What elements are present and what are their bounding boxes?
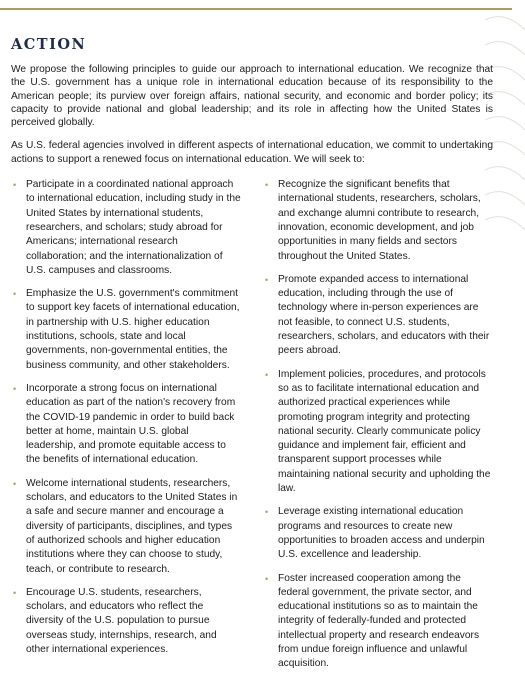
list-item: • Encourage U.S. students, researchers, scholars, and educators who reflect the diversity of the U.S. population to pursue overseas study, internships, research, and other international experiences. — [13, 586, 217, 655]
bullet-icon: • — [265, 369, 269, 380]
bullet-icon: • — [13, 478, 17, 489]
bullet-icon: • — [13, 180, 17, 191]
list-item: • Emphasize the U.S. government's commitment to support key facets of international education, in partnership with U.S. higher education institutions, schools, state and local governments, non-governmental entities, the business community, and other stakeholders. — [13, 288, 240, 371]
left-column — [11, 178, 241, 681]
list-item: • Leverage existing international education programs and resources to create new opportunities to broaden access and underpin U.S. excellence and leadership. — [265, 506, 485, 561]
bullet-icon: • — [265, 274, 269, 285]
list-item: • Participate in a coordinated national approach to international education, including study in the United States by international students, researchers, and scholars; study abroad for Americans; international research collaboration; and the internationalization of U.S. campuses and classrooms. — [13, 179, 241, 276]
bullet-icon: • — [265, 573, 269, 584]
action-columns — [11, 178, 493, 681]
list-item: • Promote expanded access to international education, including through the use of technology where in-person experiences are not feasible, to connect U.S. students, researchers, scholars, and educators with their peers abroad. — [265, 273, 490, 357]
bullet-icon: • — [13, 383, 17, 394]
bullet-icon: • — [13, 289, 17, 300]
list-item: • Welcome international students, researchers, scholars, and educators to the United States in a safe and secure manner and encourage a diversity of participants, disciplines, and types of authorized schools and higher education institutions where they can choose to study, teach, or contribute to research. — [13, 477, 238, 575]
action-section — [11, 36, 493, 681]
right-column — [263, 178, 493, 681]
top-rule — [0, 8, 512, 10]
list-item: • Recognize the significant benefits that international students, researchers, scholars, and exchange alumni contribute to research, innovation, economic development, and job opportunities in many fields and sectors throughout the United States. — [265, 179, 481, 262]
bullet-icon: • — [265, 507, 269, 518]
list-item: • Implement policies, procedures, and protocols so as to facilitate international education and authorized practical experiences while promoting program integrity and protecting national security. Clearly communicate policy guidance and implement fair, efficient and transparent support processes while maintaining national security and upholding the law. — [265, 368, 491, 495]
section-heading: ACTION — [11, 36, 87, 53]
intro-paragraph: We propose the following principles to guide our approach to international education. We recognize that the U.S. government has a unique role in international education because of its responsibility to the American people; its purview over foreign affairs, national security, and economic and border policy; its capacity to provide national and global leadership; and its role in affecting how the United States is perceived globally. — [11, 64, 493, 129]
list-item: • Foster increased cooperation among the federal government, the private sector, and educational institutions so as to maintain the integrity of federally-funded and protected intellectual property and research endeavors from undue foreign influence and unlawful acquisition. — [265, 572, 480, 670]
commitment-paragraph: As U.S. federal agencies involved in different aspects of international education, we commit to undertaking actions to support a renewed focus on international education. We will seek to: — [11, 140, 493, 165]
bullet-icon: • — [13, 587, 17, 598]
bullet-icon: • — [265, 180, 269, 191]
list-item: • Incorporate a strong focus on international education as part of the nation's recovery from the COVID-19 pandemic in order to build back better at home, maintain U.S. global leadership, and promote equitable access to the benefits of international education. — [13, 382, 236, 466]
